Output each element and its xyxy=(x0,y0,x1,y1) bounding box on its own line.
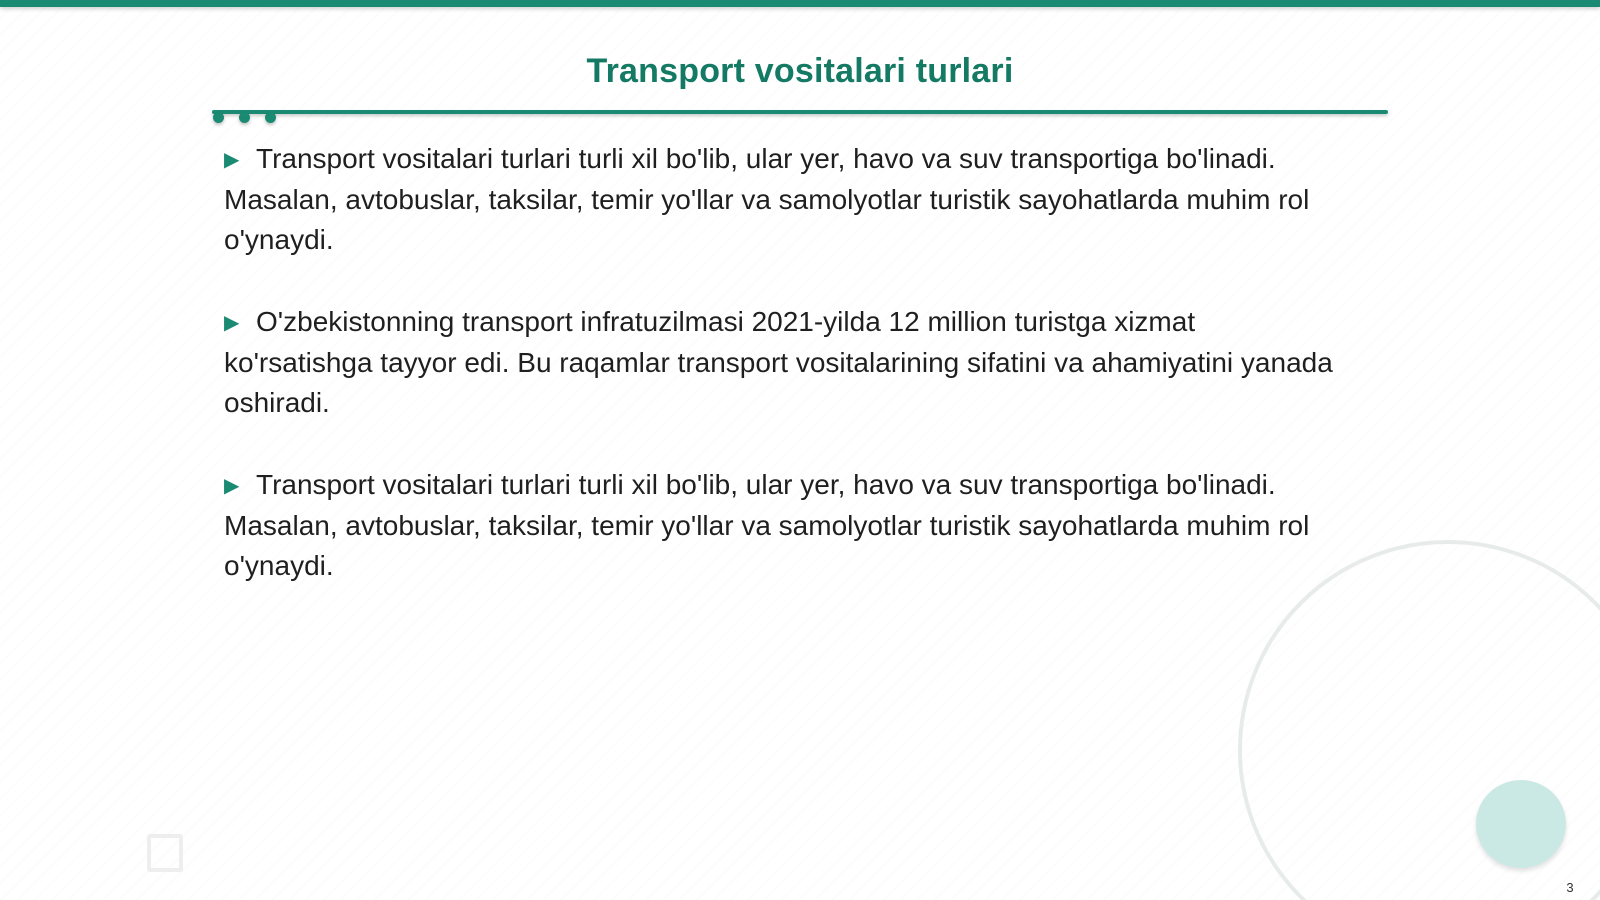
title-underline xyxy=(212,110,1388,114)
bullet-item xyxy=(224,465,1344,586)
decorative-disc xyxy=(1476,780,1566,868)
bullet-text: O'zbekistonning transport infratuzilmasi 2021-yilda 12 million turistga xizmat ko'rsatishga tayyor edi. Bu raqamlar transport vositalarining sifatini va ahamiyatini yanada oshiradi. xyxy=(224,306,1333,418)
bullet-list xyxy=(224,139,1344,628)
bullet-item xyxy=(224,302,1344,423)
page-number: 3 xyxy=(1566,880,1574,895)
underline-dot xyxy=(265,112,276,123)
bullet-text: Transport vositalari turlari turli xil bo'lib, ular yer, havo va suv transportiga bo'linadi. Masalan, avtobuslar, taksilar, temir yo'llar va samolyotlar turistik sayohatlarda muhim rol o'ynaydi. xyxy=(224,469,1310,581)
underline-dot xyxy=(239,112,250,123)
bullet-text: Transport vositalari turlari turli xil bo'lib, ular yer, havo va suv transportiga bo'linadi. Masalan, avtobuslar, taksilar, temir yo'llar va samolyotlar turistik sayohatlarda muhim rol o'ynaydi. xyxy=(224,143,1310,255)
bullet-item xyxy=(224,139,1344,260)
triangle-right-icon: ▶ xyxy=(224,149,240,171)
underline-dot xyxy=(213,112,224,123)
triangle-right-icon: ▶ xyxy=(224,475,240,497)
top-accent-bar xyxy=(0,0,1600,7)
triangle-right-icon: ▶ xyxy=(224,312,240,334)
decorative-square xyxy=(147,834,183,872)
slide-title: Transport vositalari turlari xyxy=(586,52,1014,90)
